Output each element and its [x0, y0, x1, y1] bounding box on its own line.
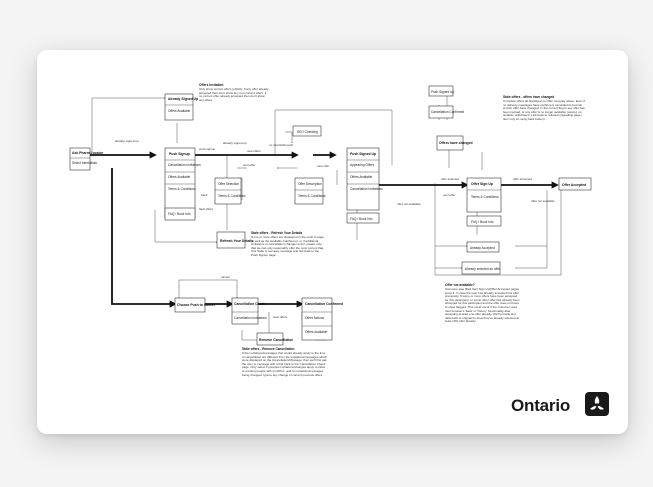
lbl-new-offers: new offers	[247, 149, 261, 153]
svg-text:Offers Invitation: Offers Invitation	[199, 83, 224, 87]
svg-text:Offers Available: Offers Available	[168, 175, 191, 179]
ontario-wordmark: Ontario	[511, 396, 571, 415]
svg-text:Terms & Conditions: Terms & Conditions	[298, 194, 326, 198]
already-accepted-box[interactable]	[467, 242, 499, 252]
svg-text:Push Signup: Push Signup	[169, 152, 190, 156]
lbl-new-offer: new offer	[317, 164, 330, 168]
svg-text:Offers Available: Offers Available	[168, 109, 191, 113]
svg-text:Offer Selection: Offer Selection	[218, 182, 240, 186]
svg-text:Already Signed Up: Already Signed Up	[168, 97, 199, 101]
offer-sign-up-box[interactable]	[467, 178, 501, 212]
svg-text:Stale offers - Remove Cancella: Stale offers - Remove Cancellation	[242, 347, 295, 351]
cancellation-check-box[interactable]	[232, 298, 267, 324]
svg-text:Offer Accepted: Offer Accepted	[562, 183, 587, 187]
lbl-no-interstitial-push: no interstitial push	[269, 143, 294, 147]
cancellation-confirmed-box[interactable]	[429, 106, 464, 118]
lbl-fault-offers: fault offers	[199, 207, 213, 211]
offer-description-box[interactable]	[295, 178, 326, 204]
push-signed-up-right-box[interactable]	[429, 86, 454, 96]
offer-selection-box[interactable]	[215, 178, 246, 204]
already-signed-up-box[interactable]	[165, 94, 198, 120]
note-remove-cancellation: Stale offers - Remove Cancellation If the invitations/messages that would already apply to the time of cancellation are different from the invitations/messages which were displayed on the Cancellation/Message, then we'll first ask the user to message with a link back to the Cancellation Check page. Only select if previous invitations/changes apply to basic or existing people with (not)Pins, and to invitations/messages being changed. Ignore any change of current previous offers.	[242, 347, 327, 377]
note-stale-refresh: Stale offers - Refresh Your Details If one or more offers are displayed on the push to page as well as the available Cap/Set-up, or if additional invitations or cancellation changes occur, please note that we can only reasonably offer the most current flag. Use Stale to securely message and link back to the Push Signup page.	[251, 231, 324, 257]
seo-checking-box[interactable]	[293, 126, 321, 136]
svg-text:Terms & Conditions: Terms & Conditions	[168, 187, 196, 191]
push-signed-up-box[interactable]	[347, 148, 383, 210]
svg-text:Cancellation Invitations: Cancellation Invitations	[350, 187, 383, 191]
lbl-cancel: cancel	[221, 275, 230, 279]
diagram-card	[37, 50, 628, 434]
lbl-offer-accepted: offer accepted	[513, 177, 532, 181]
svg-text:SEO Checking: SEO Checking	[297, 130, 318, 134]
svg-text:Cancellation Invitations: Cancellation Invitations	[234, 316, 267, 320]
lbl-next-offer-2: next offer	[443, 193, 456, 197]
svg-text:Cancellation Invitations: Cancellation Invitations	[168, 163, 201, 167]
svg-text:Offer not available?: Offer not available?	[445, 283, 475, 287]
lbl-offer-not-available: offer not available	[397, 202, 421, 206]
svg-text:Terms & Conditions: Terms & Conditions	[218, 194, 246, 198]
svg-text:Cancellation Confirmed: Cancellation Confirmed	[431, 110, 465, 114]
lbl-next-offer: next offer	[243, 163, 256, 167]
svg-text:Select Interstitials: Select Interstitials	[72, 161, 97, 165]
lbl-push-signup: push signup	[199, 147, 216, 151]
svg-text:Already Accepted: Already Accepted	[470, 246, 495, 250]
faq-box-2[interactable]	[347, 213, 379, 223]
refresh-details-box[interactable]	[217, 232, 253, 248]
offer-accepted-box[interactable]	[559, 178, 591, 190]
svg-text:FAQ / Book Info: FAQ / Book Info	[350, 217, 373, 221]
faq-box-1[interactable]	[165, 208, 195, 220]
ontario-trillium-icon	[585, 392, 609, 416]
lbl-back: back	[201, 193, 208, 197]
svg-text:Offers have changed: Offers have changed	[439, 141, 473, 145]
svg-text:Offers Available: Offers Available	[350, 175, 373, 179]
svg-text:Stale offers - offers have cha: Stale offers - offers have changed	[503, 95, 555, 99]
cancellation-confirmed-2-box[interactable]	[302, 298, 343, 340]
lbl-offer-not-available-2: offer not available	[531, 199, 555, 203]
svg-text:Appearing Offers: Appearing Offers	[350, 163, 375, 167]
svg-text:Remove Cancellation: Remove Cancellation	[259, 338, 294, 342]
offers-have-changed-box[interactable]	[437, 136, 473, 150]
svg-text:FAQ / Book Info: FAQ / Book Info	[471, 220, 494, 224]
svg-text:Push Signed Up: Push Signed Up	[350, 152, 376, 156]
svg-text:Refresh Your Details: Refresh Your Details	[220, 239, 254, 243]
flow-diagram	[37, 50, 628, 434]
svg-text:Offer Description: Offer Description	[298, 182, 322, 186]
svg-text:Other Actions: Other Actions	[305, 316, 325, 320]
entry-box[interactable]	[70, 148, 104, 170]
svg-text:Cancellation Check: Cancellation Check	[234, 302, 266, 306]
svg-text:Ask Pharm Locator: Ask Pharm Locator	[72, 151, 104, 155]
push-signup-box[interactable]	[165, 148, 201, 218]
lbl-offer-selected: offer selected	[441, 177, 459, 181]
svg-text:Terms & Conditions: Terms & Conditions	[471, 195, 499, 199]
lbl-already-signed-up-2: already signed up	[223, 141, 247, 145]
svg-text:Offer Sign Up: Offer Sign Up	[471, 182, 493, 186]
faq-box-3[interactable]	[467, 216, 501, 226]
svg-text:Stale offers - Refresh Your De: Stale offers - Refresh Your Details	[251, 231, 303, 235]
remove-cancellation-box[interactable]	[257, 333, 293, 345]
choose-push-cancel-box[interactable]	[175, 298, 215, 312]
svg-text:Cancellation Confirmed: Cancellation Confirmed	[305, 302, 344, 306]
svg-text:Already selected an offer: Already selected an offer	[465, 267, 501, 271]
svg-text:FAQ / Book Info: FAQ / Book Info	[168, 212, 191, 216]
svg-text:Push Signed Up: Push Signed Up	[431, 90, 455, 94]
lbl-view-offers: view offers	[273, 315, 288, 319]
note-offers-changed: Stale offers - offers have changed Complete offers all displayed on Offer currently active. Even if no delivery messages have confirmed, cancelled items look at their offer have changed. In the correct flag to say offer has been revised, or any offer is no longer available (cancel, no suitable, withdrawn). Link back to relevant (signalling page / don't rely on using back button).	[503, 95, 585, 121]
lbl-already-signed-up: already signed up	[115, 139, 139, 143]
note-offers-invitation: Offers Invitation Only show current offers publicly. If any offer already accepted then don't show any non-current offers. If no current offer already accepted then don't show any offers.	[199, 83, 269, 102]
svg-text:Choose Push to Cancel: Choose Push to Cancel	[177, 303, 215, 307]
already-selected-box[interactable]	[462, 262, 501, 274]
note-offer-not-available: Offer not available? Someone else filled their Sign Up/Offer Accepted pages since it. In case the user has already accepted this offer previously. If some or more offers have been accepted for this participant, or some other offer has already been accepted for this participant and the offer does not have to show flagged. This could occur if the customer uses their browser's 'back' or 'history' functionality after accepting at least one offer already. We'll provide any data back to original by area they've already selected at least 10% offer already.	[445, 283, 520, 324]
svg-text:Offers Available: Offers Available	[305, 330, 328, 334]
